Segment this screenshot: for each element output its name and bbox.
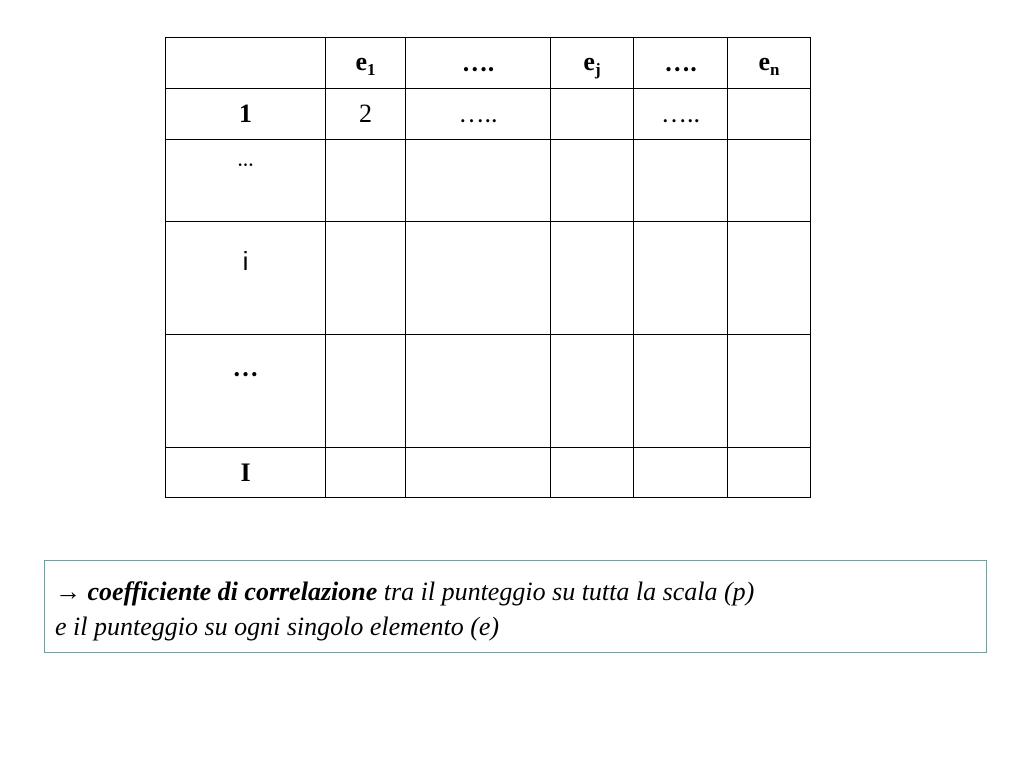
- row-label: I: [166, 448, 326, 498]
- note-line-2: e il punteggio su ogni singolo elemento (e): [55, 612, 500, 641]
- table-cell: [728, 89, 811, 140]
- table-cell: [551, 89, 634, 140]
- table-cell: [326, 222, 406, 335]
- header-col-en-sub: n: [770, 59, 780, 79]
- table-row: [166, 222, 811, 335]
- table-cell: …..: [406, 89, 551, 140]
- table-cell: [728, 222, 811, 335]
- row-label: …: [166, 140, 326, 222]
- table-cell: [406, 335, 551, 448]
- header-col-e1: [326, 38, 406, 89]
- table-cell: [551, 140, 634, 222]
- table-cell: [326, 335, 406, 448]
- header-col-ej: [551, 38, 634, 89]
- row-label: …: [166, 335, 326, 448]
- note-bold-term: coefficiente di correlazione: [87, 577, 378, 606]
- header-col-en-base: e: [758, 46, 771, 76]
- table-cell: [634, 448, 728, 498]
- table-cell: [406, 222, 551, 335]
- row-label: i: [166, 222, 326, 335]
- table-row: [166, 335, 811, 448]
- table-cell: [326, 448, 406, 498]
- table-row: [166, 448, 811, 498]
- table-cell: …..: [634, 89, 728, 140]
- row-label: 1: [166, 89, 326, 140]
- table-cell: [728, 140, 811, 222]
- note-line-1-rest: tra il punteggio su tutta la scala (p): [377, 577, 755, 606]
- header-corner-cell: [166, 38, 326, 89]
- table-cell: [728, 448, 811, 498]
- table-row: [166, 89, 811, 140]
- header-col-dots-2: [634, 38, 728, 89]
- table-cell: [634, 140, 728, 222]
- header-col-dots-2-text: ….: [664, 48, 697, 77]
- table-row: [166, 140, 811, 222]
- note-line-1: [55, 574, 976, 609]
- table-cell: [406, 448, 551, 498]
- header-col-ej-base: e: [583, 46, 595, 76]
- header-col-dots-1: [406, 38, 551, 89]
- header-col-dots-1-text: ….: [461, 48, 495, 77]
- arrow-right-icon: →: [55, 577, 81, 606]
- header-col-ej-sub: j: [594, 59, 601, 79]
- table-cell: [326, 140, 406, 222]
- table-cell: 2: [326, 89, 406, 140]
- table-cell: [406, 140, 551, 222]
- header-row: [166, 38, 811, 89]
- table-cell: [551, 448, 634, 498]
- header-col-e1-sub: 1: [367, 59, 376, 79]
- table-cell: [728, 335, 811, 448]
- header-col-en: [728, 38, 811, 89]
- table-cell: [551, 222, 634, 335]
- definition-note-box: [44, 560, 987, 653]
- header-col-e1-base: e: [355, 46, 368, 76]
- table-cell: [634, 222, 728, 335]
- score-matrix-table: [165, 37, 811, 498]
- table-cell: [551, 335, 634, 448]
- table-cell: [634, 335, 728, 448]
